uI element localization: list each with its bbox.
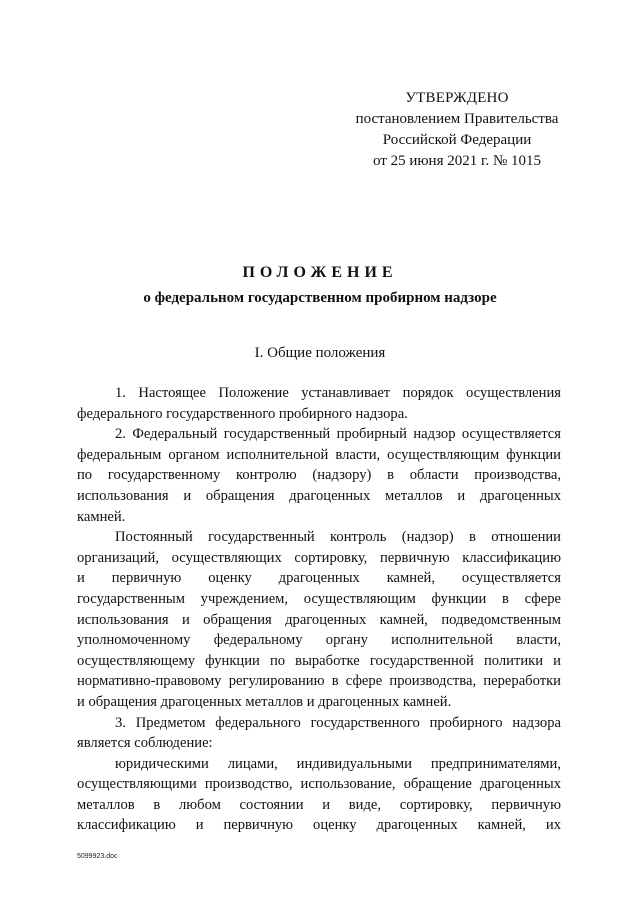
text-line: классификацию и первичную оценку драгоценных камней, их bbox=[77, 817, 561, 834]
text-line: государственным учреждением, осуществляющим функции в сфере bbox=[77, 590, 561, 607]
text-line: металлов в любом состоянии и виде, сортировку, первичную bbox=[77, 796, 561, 813]
text-line: является соблюдение: bbox=[77, 735, 213, 752]
text-line: 2. Федеральный государственный пробирный надзор осуществляется bbox=[115, 426, 561, 443]
approval-line-1: постановлением Правительства bbox=[355, 111, 559, 127]
text-line: Постоянный государственный контроль (надзор) в отношении bbox=[115, 529, 561, 546]
text-line: камней. bbox=[77, 508, 126, 525]
text-line: юридическими лицами, индивидуальными предпринимателями, bbox=[115, 755, 561, 772]
text-line: федерального государственного пробирного надзора. bbox=[77, 405, 408, 422]
approval-line-3: от 25 июня 2021 г. № 1015 bbox=[372, 153, 542, 169]
text-line: федеральным органом исполнительной власти, осуществляющим функции bbox=[77, 446, 561, 463]
approval-line-2: Российской Федерации bbox=[382, 132, 532, 148]
document-title: ПОЛОЖЕНИЕ bbox=[242, 264, 398, 281]
approval-stamp bbox=[340, 88, 574, 172]
footer-filename: 5099923.doc bbox=[77, 853, 118, 860]
text-line: 3. Предметом федерального государственного пробирного надзора bbox=[115, 714, 561, 731]
text-line: организаций, осуществляющих сортировку, первичную классификацию bbox=[77, 549, 561, 566]
text-line: нормативно-правовому регулированию в сфере производства, переработки bbox=[77, 673, 561, 690]
text-line: уполномоченному федеральному органу исполнительной власти, bbox=[77, 632, 561, 649]
section-heading: I. Общие положения bbox=[254, 345, 386, 361]
text-line: осуществляющему функции по выработке государственной политики и bbox=[77, 652, 561, 669]
body-text bbox=[77, 383, 561, 836]
approval-title: УТВЕРЖДЕНО bbox=[405, 90, 509, 106]
text-line: 1. Настоящее Положение устанавливает порядок осуществления bbox=[115, 385, 561, 401]
text-line: по государственному контролю (надзору) в области производства, bbox=[77, 467, 561, 484]
document-subtitle: о федеральном государственном пробирном надзоре bbox=[143, 290, 497, 306]
text-line: использования и обращения драгоценных камней, подведомственным bbox=[77, 611, 561, 628]
text-line: осуществляющими производство, использование, обращение драгоценных bbox=[77, 776, 561, 793]
text-line: и обращения драгоценных металлов и драгоценных камней. bbox=[77, 693, 452, 710]
text-line: и первичную оценку драгоценных камней, осуществляется bbox=[77, 570, 561, 587]
text-line: использования и обращения драгоценных металлов и драгоценных bbox=[77, 487, 561, 504]
